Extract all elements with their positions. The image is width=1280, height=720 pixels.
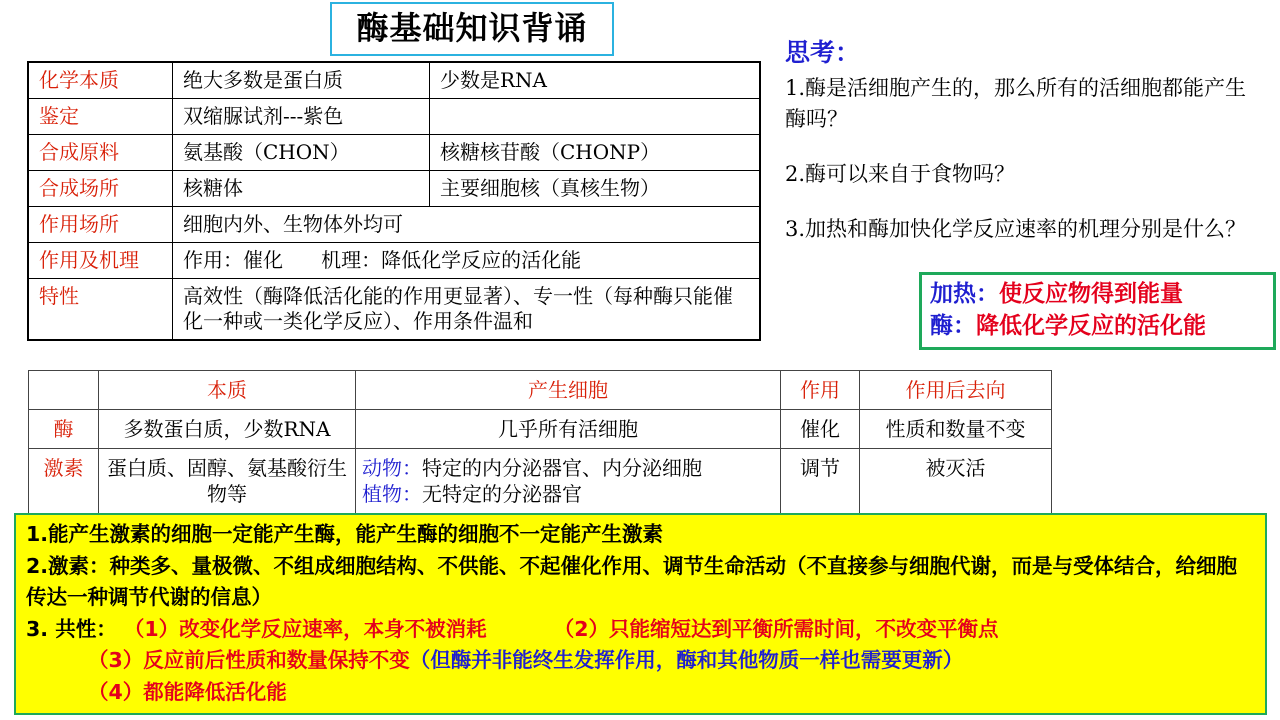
column-header: 本质: [99, 371, 356, 410]
enzyme-basics-table: [27, 61, 761, 341]
commonality-label: 3. 共性：: [26, 616, 117, 641]
column-header: 作用: [781, 371, 860, 410]
row-key: 特性: [28, 279, 173, 341]
cell-role: 调节: [781, 449, 860, 514]
row-key: 化学本质: [28, 62, 173, 99]
enzyme-answer: 降低化学反应的活化能: [976, 313, 1206, 339]
heat-label: 加热：: [930, 281, 999, 307]
column-header: 作用后去向: [860, 371, 1052, 410]
row-name: 酶: [29, 410, 99, 449]
cell-producing-cell: 几乎所有活细胞: [356, 410, 781, 449]
summary-line-4: [26, 645, 1255, 677]
summary-line-2: 2.激素：种类多、量极微、不组成细胞结构、不供能、不起催化作用、调节生命活动（不直接参与细胞代谢，而是与受体结合，给细胞传达一种调节代谢的信息）: [26, 553, 1238, 609]
row-value: 核糖核苷酸（CHONP）: [430, 135, 761, 171]
cell-producing-cell: [356, 449, 781, 514]
row-value: 绝大多数是蛋白质: [173, 62, 430, 99]
row-value: [430, 99, 761, 135]
row-value: 双缩脲试剂---紫色: [173, 99, 430, 135]
enzyme-label: 酶：: [930, 313, 976, 339]
cell-after: 性质和数量不变: [860, 410, 1052, 449]
page-title: 酶基础知识背诵: [330, 2, 614, 56]
row-key: 合成原料: [28, 135, 173, 171]
table-row: [28, 207, 760, 243]
question-1: 1.酶是活细胞产生的，那么所有的活细胞都能产生酶吗？: [785, 76, 1247, 131]
row-value: 主要细胞核（真核生物）: [430, 171, 761, 207]
commonality-2: （2）只能缩短达到平衡所需时间，不改变平衡点: [553, 616, 999, 641]
animal-cells: 特定的内分泌器官、内分泌细胞: [422, 456, 702, 480]
row-value: 氨基酸（CHON）: [173, 135, 430, 171]
plant-cells: 无特定的分泌器官: [422, 482, 582, 506]
cell-nature: 多数蛋白质，少数RNA: [99, 410, 356, 449]
question-3: 3.加热和酶加快化学反应速率的机理分别是什么？: [785, 217, 1247, 241]
row-value: 少数是RNA: [430, 62, 761, 99]
table-row: [28, 99, 760, 135]
question-2: 2.酶可以来自于食物吗？: [785, 162, 1016, 186]
summary-line-3: [26, 614, 1255, 646]
cell-nature: 蛋白质、固醇、氨基酸衍生物等: [99, 449, 356, 514]
table-header-row: [29, 371, 1052, 410]
cell-after: 被灭活: [860, 449, 1052, 514]
commonality-4: （4）都能降低活化能: [88, 679, 287, 704]
summary-box: [14, 513, 1267, 715]
column-header: [29, 371, 99, 410]
row-key: 作用场所: [28, 207, 173, 243]
row-value: 核糖体: [173, 171, 430, 207]
table-row: [29, 449, 1052, 514]
row-name: 激素: [29, 449, 99, 514]
enzyme-hormone-comparison-table: [28, 370, 1052, 514]
row-value: 高效性（酶降低活化能的作用更显著）、专一性（每种酶只能催化一种或一类化学反应）、作用条件温和: [183, 284, 733, 333]
column-header: 产生细胞: [356, 371, 781, 410]
heat-answer: 使反应物得到能量: [999, 281, 1183, 307]
table-row: [28, 279, 760, 341]
table-row: [28, 171, 760, 207]
commonality-3: （3）反应前后性质和数量保持不变: [88, 648, 410, 672]
table-row: [28, 62, 760, 99]
summary-line-1: 1.能产生激素的细胞一定能产生酶，能产生酶的细胞不一定能产生激素: [26, 522, 664, 546]
commonality-3-note: （但酶并非能终生发挥作用，酶和其他物质一样也需要更新）: [409, 648, 964, 672]
row-value: 细胞内外、生物体外均可: [173, 207, 761, 243]
animal-label: 动物：: [362, 456, 422, 480]
table-row: [28, 243, 760, 279]
answer-box: [919, 272, 1276, 350]
table-row: [28, 135, 760, 171]
cell-role: 催化: [781, 410, 860, 449]
think-questions: [785, 33, 1255, 269]
commonality-1: （1）改变化学反应速率，本身不被消耗: [123, 616, 487, 641]
row-key: 鉴定: [28, 99, 173, 135]
row-key: 合成场所: [28, 171, 173, 207]
row-key: 作用及机理: [28, 243, 173, 279]
table-row: [29, 410, 1052, 449]
row-value: 作用：催化 机理：降低化学反应的活化能: [173, 243, 761, 279]
plant-label: 植物：: [362, 482, 422, 506]
think-heading: 思考：: [785, 38, 861, 67]
